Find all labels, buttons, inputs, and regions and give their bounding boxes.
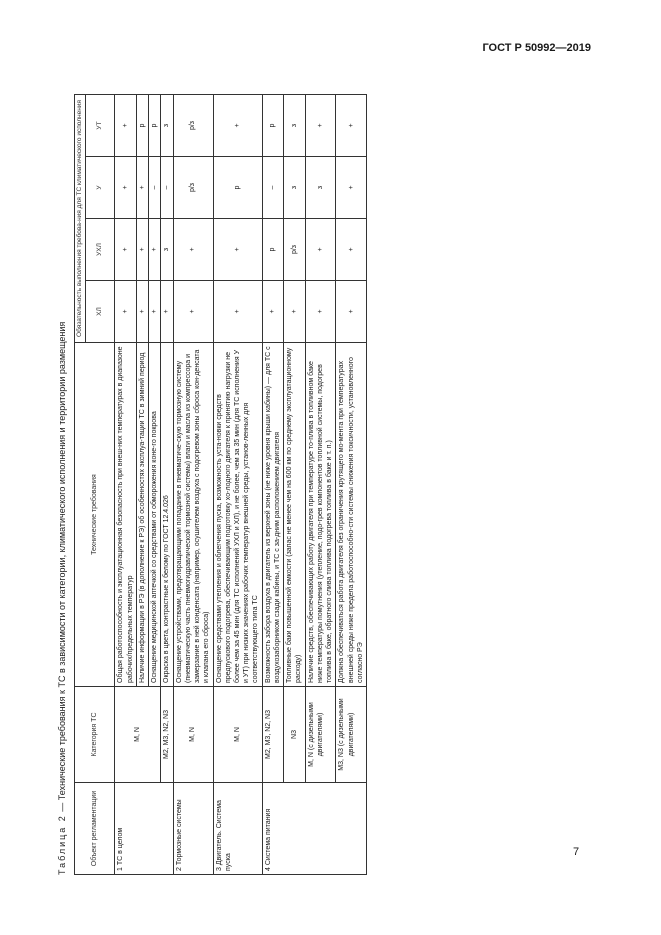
- mark-cell: +: [149, 281, 161, 343]
- table-row: [173, 95, 213, 875]
- mark-cell: +: [284, 281, 305, 343]
- header-requirements: Технические требования: [75, 343, 115, 687]
- requirements-table: [74, 94, 367, 875]
- header-object: Объект регламентации: [75, 783, 115, 875]
- header-climate: УХЛ: [86, 219, 115, 281]
- table-row: [284, 95, 305, 875]
- category-cell: M, N: [173, 687, 213, 783]
- header-climate: У: [86, 157, 115, 219]
- object-cell: 1 ТС в целом: [115, 783, 173, 875]
- table-caption: [52, 95, 74, 875]
- page-number: 7: [573, 846, 580, 858]
- category-cell: M2, M3, N2, N3: [161, 687, 173, 783]
- mark-cell: +: [213, 281, 262, 343]
- table-row: [115, 95, 136, 875]
- category-cell: M2, M3, N2, N3: [262, 687, 283, 783]
- table-row: [213, 95, 262, 875]
- mark-cell: з: [305, 157, 336, 219]
- requirement-cell: Окраска в цвета, контрастные к белому по ГОСТ 12.4.026: [161, 343, 173, 687]
- table-row: [305, 95, 336, 875]
- caption-text: — Технические требования к ТС в зависимости от категории, климатического исполнения и территории размещения: [57, 321, 67, 815]
- mark-cell: +: [173, 281, 213, 343]
- mark-cell: р/з: [284, 219, 305, 281]
- header-climate: ХЛ: [86, 281, 115, 343]
- mark-cell: +: [115, 157, 136, 219]
- requirement-cell: Должна обеспечиваться работа двигателя без ограничения крутящего мо-мента при температурах внешней среды ниже предела работоспособно-сти системы снижения токсичности, установленного согласно РЭ: [336, 343, 367, 687]
- mark-cell: +: [161, 281, 173, 343]
- mark-cell: +: [336, 219, 367, 281]
- mark-cell: +: [336, 95, 367, 157]
- requirement-cell: Оснащение устройствами, предотвращающими попадание в пневматиче-скую тормозную систему (пневматическую часть пневмогидравлической тормозной системы) влаги и масла из компрессора и замерзание в ней конденсата (например, осушителем воздуха с подогревом зоны сброса кон-денсата и клапана его сброса): [173, 343, 213, 687]
- mark-cell: +: [136, 219, 148, 281]
- rotated-page-content: [52, 95, 592, 875]
- category-cell: M, N: [213, 687, 262, 783]
- header-climate: УТ: [86, 95, 115, 157]
- requirement-cell: Возможность забора воздуха в двигатель из верхней зоны (не ниже уровня крыши кабины) — для ТС с воздухозаборником сзади кабины, и ТС с за-дним расположением двигателя: [262, 343, 283, 687]
- mark-cell: з: [284, 157, 305, 219]
- mark-cell: з: [284, 95, 305, 157]
- category-cell: M3, N3 (с дизельными двигателями): [336, 687, 367, 783]
- mark-cell: –: [161, 157, 173, 219]
- mark-cell: з: [161, 95, 173, 157]
- mark-cell: р: [262, 219, 283, 281]
- mark-cell: р: [149, 95, 161, 157]
- mark-cell: р/з: [173, 95, 213, 157]
- table-row: [336, 95, 367, 875]
- mark-cell: +: [136, 281, 148, 343]
- header-category: Категория ТС: [75, 687, 115, 783]
- object-cell: 3 Двигатель. Система пуска: [213, 783, 262, 875]
- mark-cell: з: [161, 219, 173, 281]
- requirement-cell: Топливные баки повышенной емкости (запас не менее чем на 600 км по среднему эксплуатационному расходу): [284, 343, 305, 687]
- requirement-cell: Наличие средств, обеспечивающих работу двигателя при температуре то-плива в топливном баке ниже температуры помутнения (утепление, подо-грев компонентов топливной системы, подогрев топлива в баке, обратного слива топлива подогрева топлива в баке и т. п.): [305, 343, 336, 687]
- mark-cell: +: [305, 95, 336, 157]
- mark-cell: +: [336, 281, 367, 343]
- mark-cell: +: [305, 219, 336, 281]
- mark-cell: р/з: [173, 157, 213, 219]
- table-row: [161, 95, 173, 875]
- mark-cell: +: [115, 219, 136, 281]
- requirement-cell: Общая работоспособность и эксплуатационная безопасность при внеш-них температурах в диапазоне рабочих/предельных температур: [115, 343, 136, 687]
- requirement-cell: Оснащение средствами утепления и облегчения пуска, возможность уста-новки средств предпускового подогрева, обеспечивающим подготовку хо-лодного двигателя к принятию нагрузки не более чем за 45 мин (для ТС исполнений УХЛ и ХЛ), и не более, чем за 35 мин (для ТС исполнения У и УТ) при низких значениях рабочих температур внешней среды, установ-ленных для соответствующего типа ТС: [213, 343, 262, 687]
- header-climate-group: Обязательность выполнения требова-ния для ТС климатического исполнения: [75, 95, 86, 343]
- caption-label: Таблица 2: [57, 814, 67, 875]
- mark-cell: +: [115, 95, 136, 157]
- category-cell: M, N: [115, 687, 161, 783]
- mark-cell: +: [336, 157, 367, 219]
- mark-cell: +: [305, 281, 336, 343]
- mark-cell: р: [136, 95, 148, 157]
- mark-cell: –: [149, 157, 161, 219]
- mark-cell: –: [262, 157, 283, 219]
- mark-cell: +: [173, 219, 213, 281]
- mark-cell: +: [115, 281, 136, 343]
- mark-cell: +: [213, 219, 262, 281]
- mark-cell: +: [149, 219, 161, 281]
- mark-cell: +: [262, 281, 283, 343]
- object-cell: 4 Система питания: [262, 783, 366, 875]
- requirement-cell: Оснащение медицинской аптечкой со средствами от обморожения коне-го покрова: [149, 343, 161, 687]
- object-cell: 2 Тормозные системы: [173, 783, 213, 875]
- mark-cell: р: [213, 157, 262, 219]
- table-row: [262, 95, 283, 875]
- mark-cell: +: [136, 157, 148, 219]
- category-cell: M, N (с дизельными двигателями): [305, 687, 336, 783]
- mark-cell: +: [213, 95, 262, 157]
- category-cell: N3: [284, 687, 305, 783]
- requirement-cell: Наличие информации в РЭ (в дополнение к РЭ) об особенностях эксплуа-тации ТС в зимний период: [136, 343, 148, 687]
- document-code: ГОСТ Р 50992—2019: [482, 42, 591, 54]
- mark-cell: р: [262, 95, 283, 157]
